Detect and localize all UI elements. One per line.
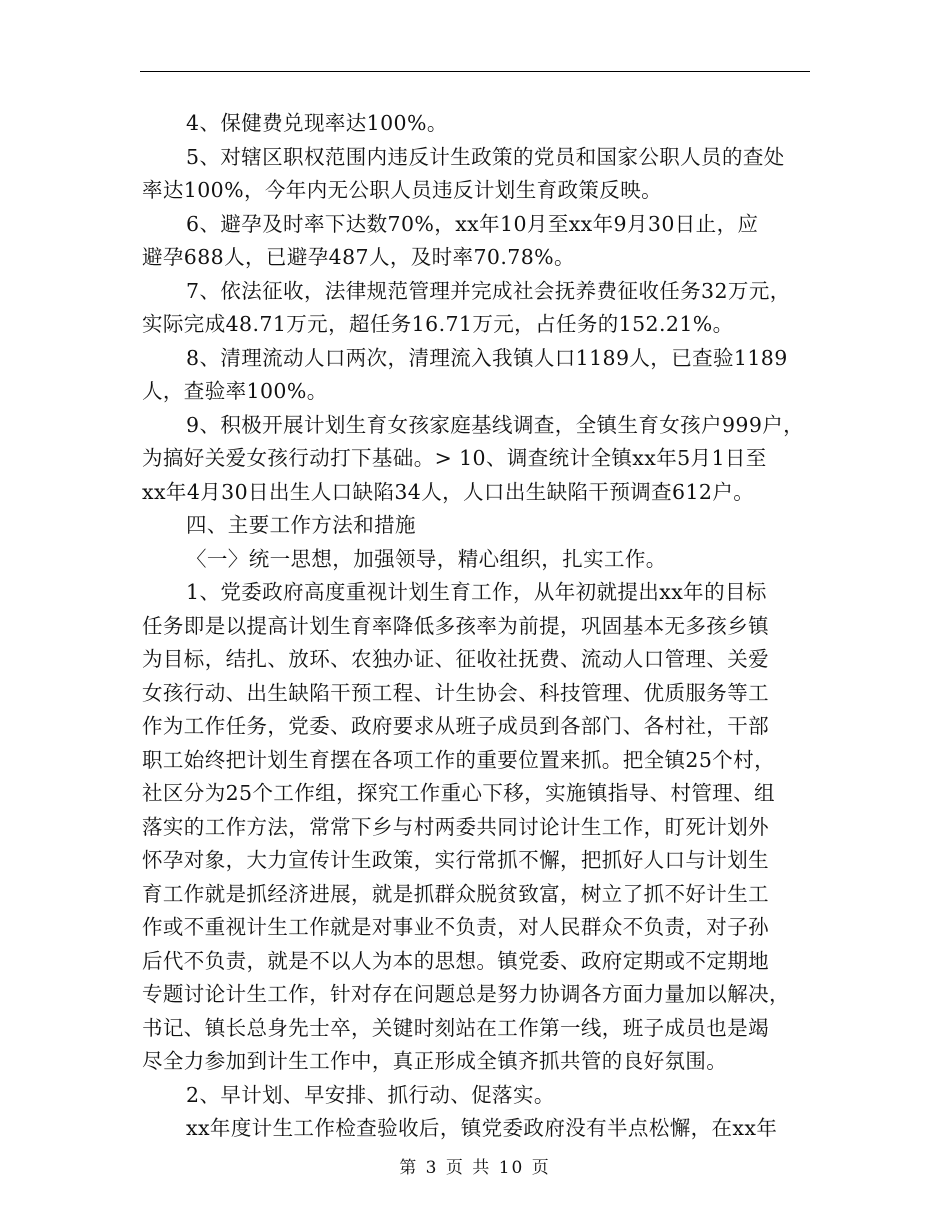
text-line: 育工作就是抓经济进展，就是抓群众脱贫致富，树立了抓不好计生工 — [142, 881, 769, 906]
text-line: 9、积极开展计划生育女孩家庭基线调查，全镇生育女孩户999户， — [186, 412, 805, 437]
text-line: 率达100%，今年内无公职人员违反计划生育政策反映。 — [142, 178, 663, 202]
text-line: 8、清理流动人口两次，清理流入我镇人口1189人，已查验1189 — [186, 345, 788, 370]
text-line: 落实的工作方法，常常下乡与村两委共同讨论计生工作，盯死计划外 — [142, 814, 769, 839]
text-line: 专题讨论计生工作，针对存在问题总是努力协调各方面力量加以解决， — [142, 982, 790, 1006]
text-line: xx年度计生工作检查验收后，镇党委政府没有半点松懈，在xx年 — [186, 1116, 778, 1140]
text-line: 7、依法征收，法律规范管理并完成社会抚养费征收任务32万元， — [186, 278, 791, 303]
text-line: 任务即是以提高计划生育率降低多孩率为前提，巩固基本无多孩乡镇 — [142, 613, 769, 638]
text-line: 尽全力参加到计生工作中，真正形成全镇齐抓共管的良好氛围。 — [142, 1049, 728, 1073]
text-line: 怀孕对象，大力宣传计生政策，实行常抓不懈，把抓好人口与计划生 — [142, 848, 769, 872]
text-line: 女孩行动、出生缺陷干预工程、计生协会、科技管理、优质服务等工 — [142, 680, 769, 705]
text-line: 职工始终把计划生育摆在各项工作的重要位置来抓。把全镇25个村， — [142, 747, 775, 772]
text-line: 4、保健费兑现率达100%。 — [186, 111, 448, 135]
text-line: 后代不负责，就是不以人为本的思想。镇党委、政府定期或不定期地 — [142, 948, 769, 973]
text-line: 为目标，结扎、放环、农独办证、征收社抚费、流动人口管理、关爱 — [142, 647, 769, 671]
text-line: 为搞好关爱女孩行动打下基础。> 10、调查统计全镇xx年5月1日至 — [142, 446, 767, 470]
text-line: 〈一〉统一思想，加强领导，精心组织，扎实工作。 — [186, 546, 667, 571]
text-line: 1、党委政府高度重视计划生育工作，从年初就提出xx年的目标 — [186, 580, 767, 604]
text-line: 避孕688人，已避孕487人，及时率70.78%。 — [142, 245, 575, 269]
text-line: 6、避孕及时率下达数70%，xx年10月至xx年9月30日止，应 — [186, 211, 759, 236]
text-line: 书记、镇长总身先士卒，关键时刻站在工作第一线，班子成员也是竭 — [142, 1015, 769, 1040]
text-line: 作为工作任务，党委、政府要求从班子成员到各部门、各村社，干部 — [142, 714, 769, 738]
text-line: 社区分为25个工作组，探究工作重心下移，实施镇指导、村管理、组 — [142, 781, 775, 805]
text-line: 作或不重视计生工作就是对事业不负责，对人民群众不负责，对子孙 — [142, 915, 769, 939]
text-line: 人，查验率100%。 — [142, 379, 328, 403]
text-line: xx年4月30日出生人口缺陷34人，人口出生缺陷干预调查612户。 — [142, 479, 755, 504]
document-body — [142, 107, 810, 1146]
text-line: 实际完成48.71万元，超任务16.71万元，占任务的152.21%。 — [142, 312, 734, 336]
text-line: 四、主要工作方法和措施 — [186, 513, 416, 537]
text-line: 5、对辖区职权范围内违反计生政策的党员和国家公职人员的查处 — [186, 144, 785, 169]
text-line: 2、早计划、早安排、抓行动、促落实。 — [186, 1082, 555, 1107]
page-footer: 第 3 页 共 10 页 — [399, 1158, 551, 1178]
header-rule — [140, 71, 810, 72]
